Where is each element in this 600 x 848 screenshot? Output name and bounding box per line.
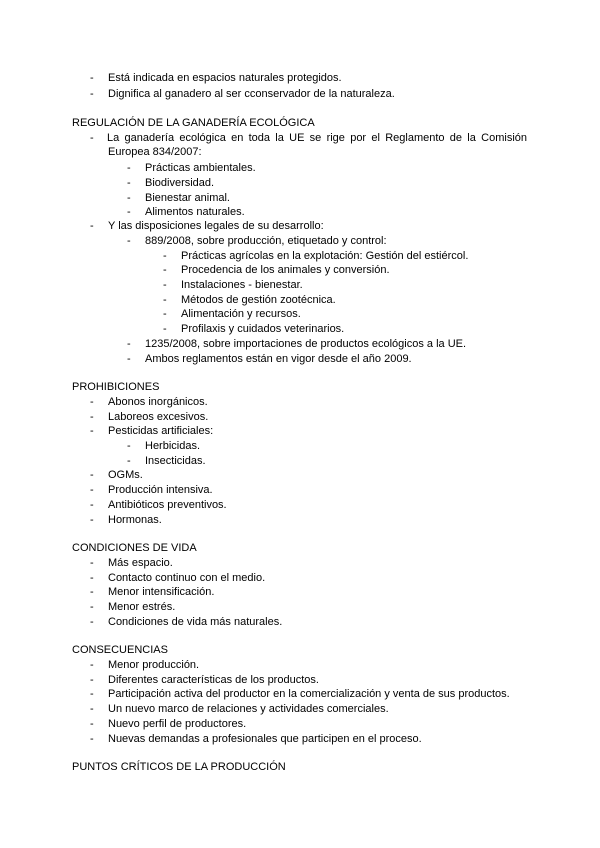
- bullet-dash: -: [90, 499, 94, 511]
- list-item: Producción intensiva.: [108, 484, 213, 496]
- list-item: Insecticidas.: [145, 455, 206, 467]
- bullet-dash: -: [90, 72, 94, 84]
- bullet-dash: -: [90, 425, 94, 437]
- bullet-dash: -: [163, 308, 167, 320]
- list-item: Ambos reglamentos están en vigor desde el año 2009.: [145, 353, 412, 365]
- list-item: Menor intensificación.: [108, 586, 215, 598]
- bullet-dash: -: [127, 162, 131, 174]
- list-item: Antibióticos preventivos.: [108, 499, 227, 511]
- list-item: Está indicada en espacios naturales protegidos.: [108, 72, 342, 84]
- section-heading-condiciones: CONDICIONES DE VIDA: [72, 542, 197, 554]
- list-item: Laboreos excesivos.: [108, 411, 209, 423]
- list-item: Instalaciones - bienestar.: [181, 279, 303, 291]
- section-heading-prohibiciones: PROHIBICIONES: [72, 381, 160, 393]
- bullet-dash: -: [127, 440, 131, 452]
- bullet-dash: -: [127, 338, 131, 350]
- bullet-dash: -: [90, 484, 94, 496]
- bullet-dash: -: [90, 557, 94, 569]
- bullet-dash: -: [163, 294, 167, 306]
- bullet-dash: -: [127, 455, 131, 467]
- bullet-dash: -: [90, 718, 94, 730]
- list-item: Más espacio.: [108, 557, 173, 569]
- list-item: Dignifica al ganadero al ser cconservador de la naturaleza.: [108, 88, 395, 100]
- list-item-continuation: Europea 834/2007:: [108, 146, 202, 158]
- list-item: Pesticidas artificiales:: [108, 425, 214, 437]
- bullet-dash: -: [127, 177, 131, 189]
- list-item: Métodos de gestión zootécnica.: [181, 294, 336, 306]
- list-item: Herbicidas.: [145, 440, 201, 452]
- list-item: Menor estrés.: [108, 601, 176, 613]
- list-item: Hormonas.: [108, 514, 162, 526]
- list-item: Diferentes características de los productos.: [108, 674, 319, 686]
- list-item: Contacto continuo con el medio.: [108, 572, 266, 584]
- list-item: Profilaxis y cuidados veterinarios.: [181, 323, 345, 335]
- list-item: La ganadería ecológica en toda la UE se rige por el Reglamento de la Comisión: [107, 132, 527, 144]
- bullet-dash: -: [127, 353, 131, 365]
- bullet-dash: -: [90, 132, 94, 144]
- list-item: OGMs.: [108, 469, 143, 481]
- bullet-dash: -: [127, 235, 131, 247]
- list-item: Un nuevo marco de relaciones y actividades comerciales.: [108, 703, 389, 715]
- section-heading-puntos-criticos: PUNTOS CRÍTICOS DE LA PRODUCCIÓN: [72, 761, 286, 773]
- list-item: Alimentación y recursos.: [181, 308, 301, 320]
- list-item: Menor producción.: [108, 659, 200, 671]
- list-item: Nuevas demandas a profesionales que participen en el proceso.: [108, 733, 422, 745]
- list-item: Biodiversidad.: [145, 177, 215, 189]
- bullet-dash: -: [163, 323, 167, 335]
- list-item: Prácticas ambientales.: [145, 162, 256, 174]
- bullet-dash: -: [163, 279, 167, 291]
- bullet-dash: -: [90, 659, 94, 671]
- bullet-dash: -: [90, 88, 94, 100]
- bullet-dash: -: [90, 572, 94, 584]
- bullet-dash: -: [90, 411, 94, 423]
- bullet-dash: -: [90, 586, 94, 598]
- section-heading-regulacion: REGULACIÓN DE LA GANADERÍA ECOLÓGICA: [72, 117, 315, 129]
- bullet-dash: -: [90, 514, 94, 526]
- bullet-dash: -: [127, 192, 131, 204]
- bullet-dash: -: [90, 674, 94, 686]
- bullet-dash: -: [90, 688, 94, 700]
- section-heading-consecuencias: CONSECUENCIAS: [72, 644, 168, 656]
- list-item: Y las disposiciones legales de su desarrollo:: [108, 220, 324, 232]
- bullet-dash: -: [127, 206, 131, 218]
- bullet-dash: -: [90, 469, 94, 481]
- list-item: Condiciones de vida más naturales.: [108, 616, 283, 628]
- bullet-dash: -: [90, 220, 94, 232]
- bullet-dash: -: [90, 601, 94, 613]
- list-item: Prácticas agrícolas en la explotación: Gestión del estiércol.: [181, 250, 469, 262]
- list-item: 1235/2008, sobre importaciones de productos ecológicos a la UE.: [145, 338, 467, 350]
- bullet-dash: -: [90, 703, 94, 715]
- list-item: Abonos inorgánicos.: [108, 396, 208, 408]
- list-item: 889/2008, sobre producción, etiquetado y control:: [145, 235, 387, 247]
- bullet-dash: -: [90, 733, 94, 745]
- bullet-dash: -: [90, 396, 94, 408]
- bullet-dash: -: [90, 616, 94, 628]
- list-item: Alimentos naturales.: [145, 206, 245, 218]
- list-item: Bienestar animal.: [145, 192, 230, 204]
- bullet-dash: -: [163, 264, 167, 276]
- bullet-dash: -: [163, 250, 167, 262]
- list-item: Nuevo perfil de productores.: [108, 718, 247, 730]
- list-item: Participación activa del productor en la comercialización y venta de sus productos.: [108, 688, 510, 700]
- list-item: Procedencia de los animales y conversión.: [181, 264, 390, 276]
